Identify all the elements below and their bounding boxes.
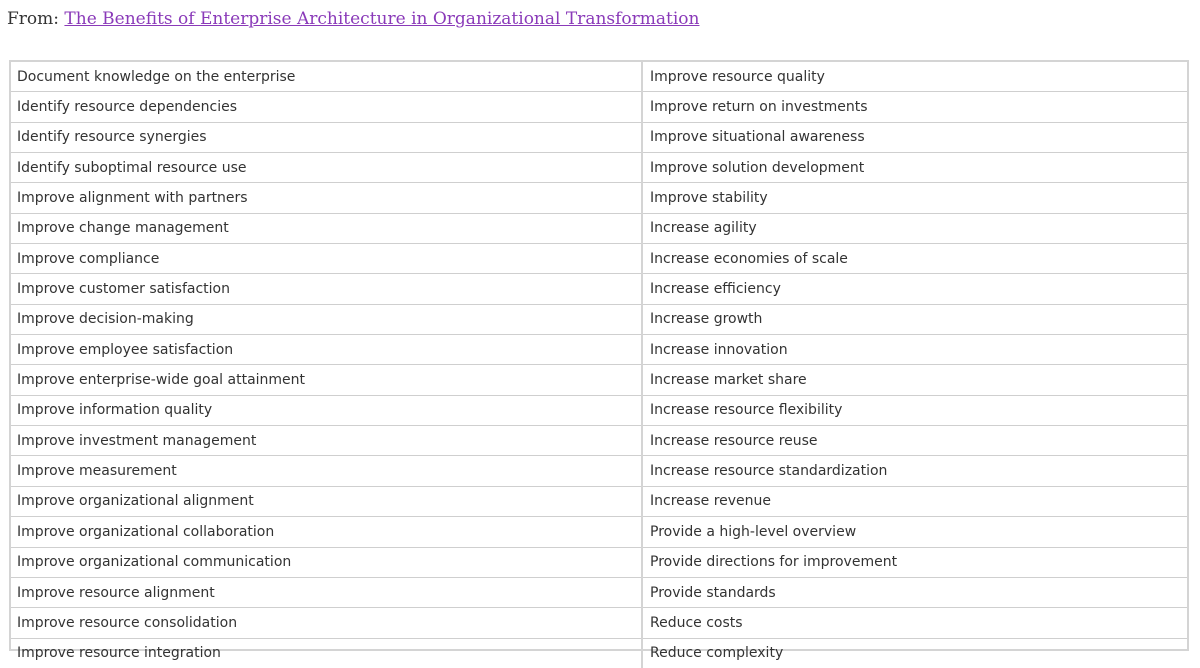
table-cell-right: Provide standards [642,577,1187,607]
table-cell-left: Improve compliance [11,244,642,274]
table-row [11,577,1187,607]
source-article-link[interactable]: The Benefits of Enterprise Architecture in Organizational Transformation [64,9,700,29]
benefits-table-container [9,60,1189,662]
table-cell-left: Improve investment management [11,426,642,456]
table-cell-right: Improve situational awareness [642,122,1187,152]
table-cell-left: Improve enterprise-wide goal attainment [11,365,642,395]
table-cell-right: Improve stability [642,183,1187,213]
table-cell-right: Increase revenue [642,486,1187,516]
table-cell-right: Provide directions for improvement [642,547,1187,577]
table-cell-right: Reduce costs [642,608,1187,638]
table-cell-right: Increase agility [642,213,1187,243]
benefits-table [11,62,1187,668]
table-row [11,274,1187,304]
table-row [11,92,1187,122]
table-cell-left: Document knowledge on the enterprise [11,62,642,92]
table-cell-left: Identify resource synergies [11,122,642,152]
table-cell-left: Improve measurement [11,456,642,486]
source-prefix: From: [7,9,65,29]
table-cell-left: Improve organizational alignment [11,486,642,516]
table-row [11,153,1187,183]
table-cell-right: Increase innovation [642,335,1187,365]
table-cell-left: Improve change management [11,213,642,243]
table-cell-right: Improve resource quality [642,62,1187,92]
table-row [11,456,1187,486]
table-row [11,62,1187,92]
table-cell-right: Increase resource standardization [642,456,1187,486]
table-cell-right: Provide a high-level overview [642,517,1187,547]
benefits-table-body [11,62,1187,668]
table-row [11,638,1187,668]
table-row [11,486,1187,516]
table-row [11,122,1187,152]
table-cell-left: Improve customer satisfaction [11,274,642,304]
table-cell-left: Improve decision-making [11,304,642,334]
table-cell-right: Improve solution development [642,153,1187,183]
table-cell-right: Reduce complexity [650,645,784,662]
table-row [11,608,1187,638]
table-cell-right: Increase resource flexibility [642,395,1187,425]
table-cell-right: Increase resource reuse [642,426,1187,456]
table-row [11,426,1187,456]
table-cell-left: Identify resource dependencies [11,92,642,122]
table-cell-right: Increase economies of scale [642,244,1187,274]
table-cell-right: Increase growth [642,304,1187,334]
table-cell-left: Improve resource integration [11,638,642,668]
table-row [11,304,1187,334]
source-attribution [7,9,699,29]
table-cell-left: Improve information quality [11,395,642,425]
table-row [11,213,1187,243]
table-cell-right: Increase market share [642,365,1187,395]
table-cell-left: Improve alignment with partners [11,183,642,213]
table-row [11,547,1187,577]
table-cell-left: Improve resource alignment [11,577,642,607]
table-cell-left: Improve organizational communication [11,547,642,577]
table-cell-left: Improve organizational collaboration [11,517,642,547]
table-row [11,517,1187,547]
table-cell-left: Improve resource consolidation [11,608,642,638]
table-cell-left: Improve employee satisfaction [11,335,642,365]
table-row [11,365,1187,395]
table-cell-left: Identify suboptimal resource use [11,153,642,183]
table-row [11,244,1187,274]
table-cell-right: Increase efficiency [642,274,1187,304]
table-row [11,183,1187,213]
table-row [11,335,1187,365]
table-row [11,395,1187,425]
table-cell-right: Improve return on investments [642,92,1187,122]
